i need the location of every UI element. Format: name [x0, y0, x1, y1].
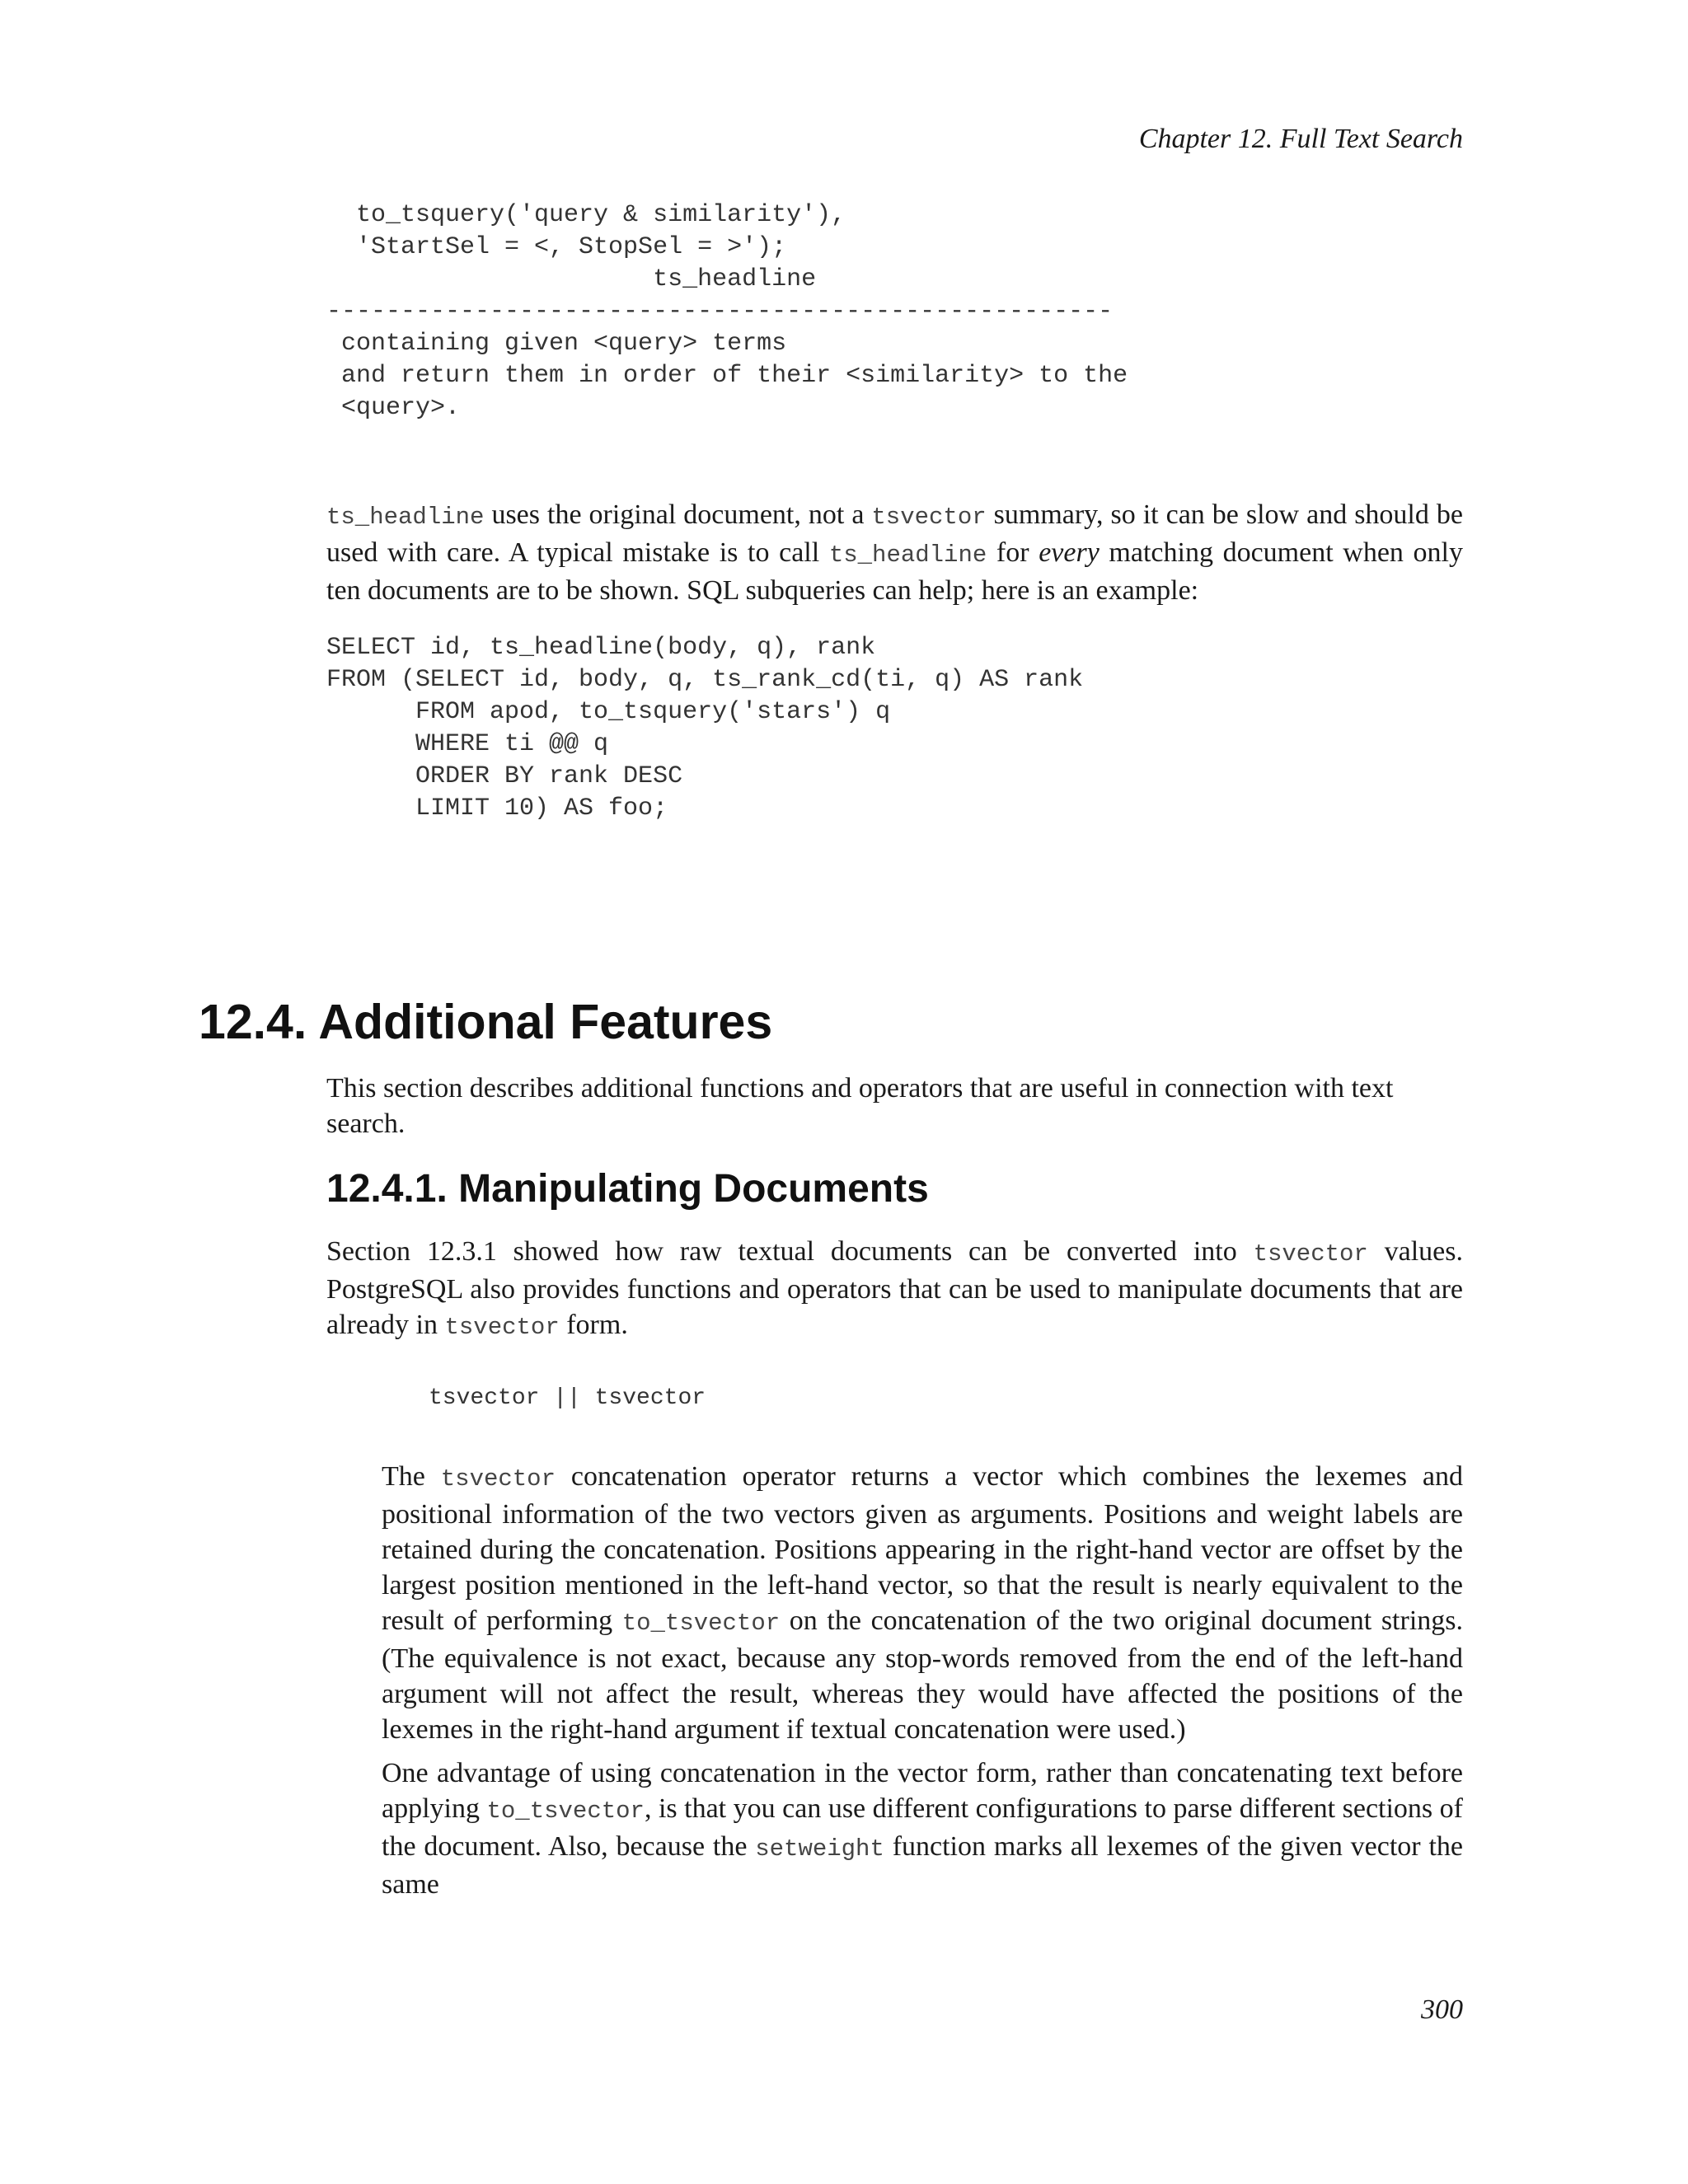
inline-code: ts_headline — [828, 541, 987, 569]
inline-code: tsvector — [1253, 1240, 1368, 1268]
paragraph-ts-headline-note — [326, 497, 1463, 608]
page-number: 300 — [1421, 1994, 1463, 2025]
inline-code: tsvector — [871, 504, 987, 531]
inline-code: tsvector — [444, 1314, 560, 1341]
operator-signature: tsvector || tsvector — [429, 1385, 706, 1411]
text-run: matching document when only ten documents are to be shown. SQL subqueries can help; here is an example: — [326, 537, 1464, 606]
text-run: The — [382, 1461, 441, 1492]
text-run: uses the original document, not a — [484, 499, 872, 530]
running-header: Chapter 12. Full Text Search — [1138, 124, 1463, 154]
subsection-paragraph — [326, 1234, 1463, 1345]
section-heading: 12.4. Additional Features — [199, 995, 773, 1049]
text-run: summary, so it can be slow and should be used with care. A typical mistake is to call — [326, 499, 1463, 568]
text-run: function marks all lexemes of the given vector the same — [382, 1831, 1463, 1900]
emphasis: every — [1039, 537, 1100, 568]
text-run: , is that you can use different configurations to parse different sections of the document. Also, because the — [382, 1793, 1463, 1862]
text-run: form. — [559, 1310, 628, 1340]
inline-code: setweight — [755, 1835, 884, 1863]
operator-description-1 — [382, 1459, 1463, 1747]
text-run: for — [987, 537, 1039, 568]
operator-description-2 — [382, 1755, 1463, 1902]
text-run: on the concatenation of the two original document strings. (The equivalence is not exact, because any stop-words removed from the end of the left-hand argument will not affect the result, whereas they would have affected the positions of the lexemes in the right-hand argument if textual concatenation were used.) — [382, 1605, 1463, 1745]
inline-code: to_tsvector — [621, 1610, 781, 1637]
text-run: One advantage of using concatenation in the vector form, rather than concatenating text before applying — [382, 1758, 1463, 1824]
code-example-output: to_tsquery('query & similarity'), 'StartSel = <, StopSel = >'); ts_headline ----------------------------------------------------- containing given <query> terms and return them in order of their <similarity> to the <query>. — [326, 201, 1128, 422]
inline-code: tsvector — [440, 1465, 556, 1493]
section-intro: This section describes additional functions and operators that are useful in connection with text search. — [326, 1073, 1394, 1139]
code-example-sql: SELECT id, ts_headline(body, q), rank FROM (SELECT id, body, q, ts_rank_cd(ti, q) AS rank FROM apod, to_tsquery('stars') q WHERE ti @@ q ORDER BY rank DESC LIMIT 10) AS foo; — [326, 634, 1084, 823]
text-run: Section 12.3.1 showed how raw textual documents can be converted into — [326, 1236, 1254, 1267]
inline-code: to_tsvector — [486, 1797, 645, 1825]
subsection-heading: 12.4.1. Manipulating Documents — [326, 1167, 929, 1211]
text-run: values. PostgreSQL also provides functions and operators that can be used to manipulate documents that are already in — [326, 1236, 1464, 1340]
inline-code: ts_headline — [326, 504, 485, 531]
text-run: concatenation operator returns a vector which combines the lexemes and positional information of the two vectors given as arguments. Positions and weight labels are retained during the concatenation. Positions appearing in the right-hand vector are offset by the largest position mentioned in the left-hand vector, so that the result is nearly equivalent to the result of performing — [382, 1461, 1463, 1636]
